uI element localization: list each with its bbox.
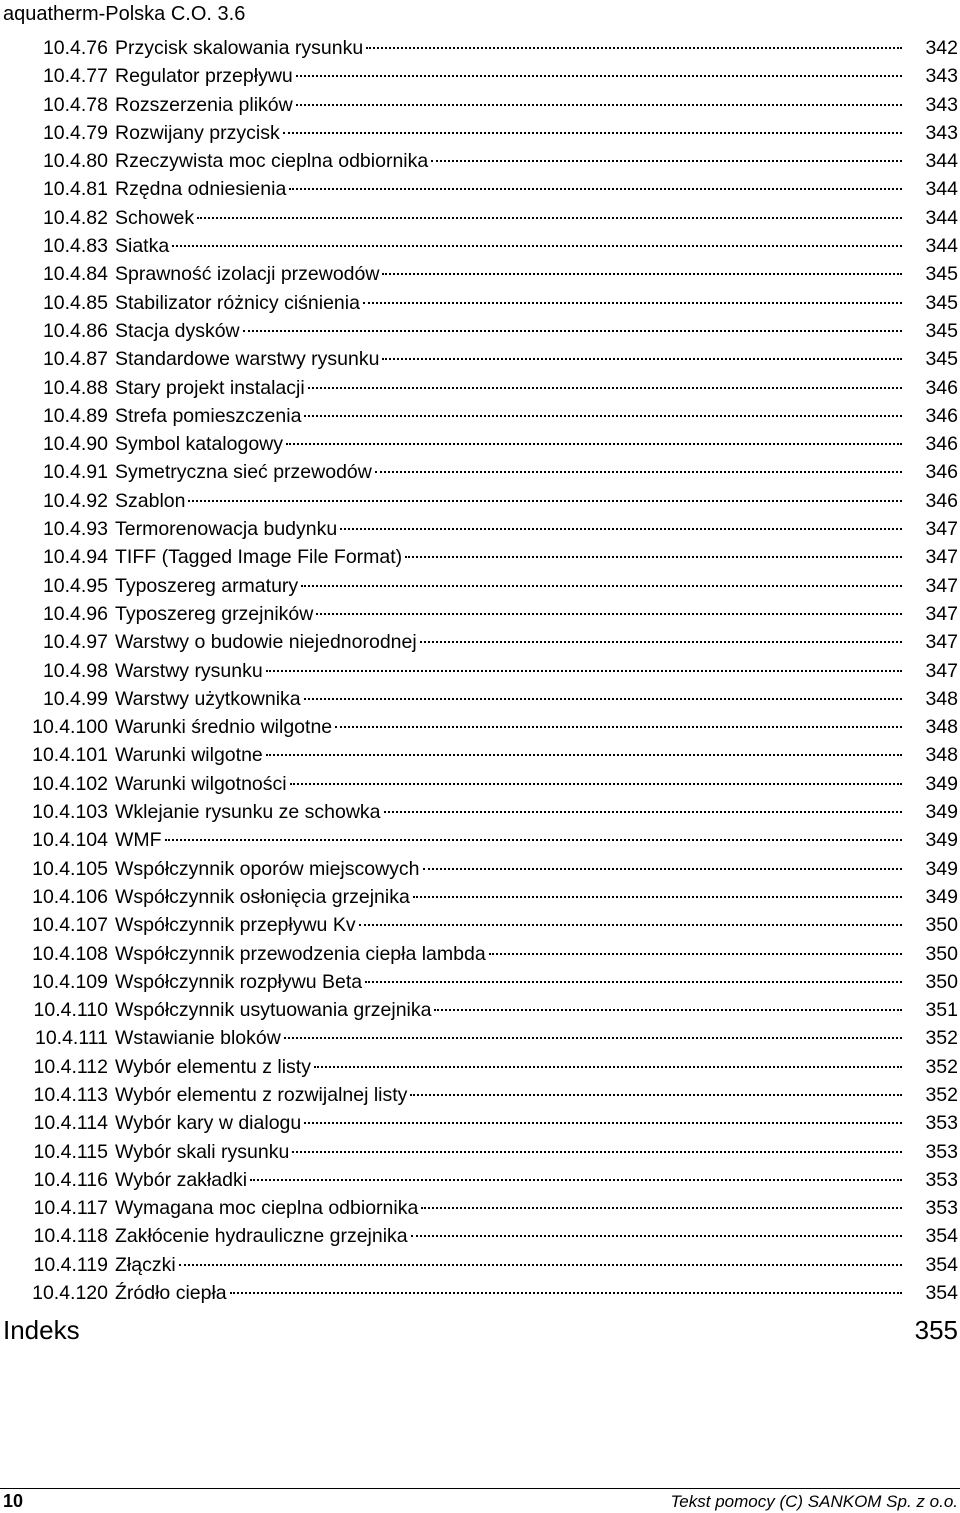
toc-entry-title: Siatka [115,235,170,258]
toc-entry-line [115,34,902,62]
toc-entry-title: Warunki średnio wilgotne [115,716,333,739]
toc-entry-line [115,147,902,175]
toc-entry-number: 10.4.120 [32,1282,108,1305]
toc-entry-page: 346 [925,376,958,399]
toc-entry-page: 350 [925,970,958,993]
toc-entry-page: 347 [925,659,958,682]
toc-entry-page: 346 [925,404,958,427]
toc-entry-number: 10.4.94 [42,546,108,569]
toc-entry[interactable] [0,940,960,968]
toc-entry-title: Warstwy użytkownika [115,687,301,710]
toc-entry-page: 342 [925,37,958,59]
toc-entry-title: Przycisk skalowania rysunku [115,37,364,59]
toc-entry-page: 352 [925,1083,958,1106]
toc-entry-line [115,826,902,854]
toc-entry-line [115,1251,902,1279]
toc-entry-line [115,600,902,628]
toc-index-title: Indeks [3,1315,80,1345]
toc-dot-leader [340,527,902,530]
toc-entry[interactable] [0,657,960,685]
toc-entry-title: Rozszerzenia plików [115,93,293,116]
toc-dot-leader [286,442,902,445]
toc-entry-number: 10.4.105 [32,857,108,880]
toc-entry-line [115,1081,902,1109]
toc-entry[interactable] [0,515,960,543]
toc-entry[interactable] [0,487,960,515]
toc-entry-number: 10.4.108 [32,942,108,965]
toc-entry-page: 347 [925,546,958,569]
toc-entry-title: Schowek [115,206,195,229]
toc-entry-number: 10.4.116 [33,1168,108,1191]
toc-entry-title: Warunki wilgotności [115,772,287,795]
toc-entry-number: 10.4.95 [42,574,108,597]
toc-dot-leader [243,329,902,332]
toc-entry-line [115,770,902,798]
toc-entry-line [115,345,902,373]
toc-entry-page: 350 [925,942,958,965]
toc-dot-leader [230,1291,902,1294]
toc-entry-title: Standardowe warstwy rysunku [115,348,380,371]
toc-entry[interactable] [0,1024,960,1052]
toc-entry-page: 348 [925,744,958,767]
toc-entry[interactable] [0,317,960,345]
toc-entry-number: 10.4.115 [33,1140,108,1163]
toc-entry[interactable] [0,1166,960,1194]
toc-entry-line [115,543,902,571]
toc-entry-page: 347 [925,602,958,625]
toc-entry-title: Symetryczna sieć przewodów [115,461,372,484]
toc-entry-title: Współczynnik osłonięcia grzejnika [115,885,410,908]
toc-entry-page: 344 [925,206,958,229]
toc-entry-line [115,940,902,968]
toc-entry[interactable] [0,175,960,203]
toc-entry-title: WMF [115,829,162,852]
toc-dot-leader [420,640,902,643]
toc-entry-number: 10.4.112 [33,1055,108,1078]
toc-entry[interactable] [0,1138,960,1166]
toc-entry-line [115,741,902,769]
footer-copyright: Tekst pomocy (C) SANKOM Sp. z o.o. [670,1492,958,1511]
toc-entry-page: 347 [925,631,958,654]
toc-entry-line [115,628,902,656]
toc-entry-line [115,1194,902,1222]
toc-entry[interactable] [0,572,960,600]
toc-entry-title: Wybór kary w dialogu [115,1112,302,1135]
toc-entry-page: 345 [925,291,958,314]
toc-entry[interactable] [0,374,960,402]
toc-dot-leader [423,867,902,870]
toc-entry-line [115,289,902,317]
toc-entry-title: Warstwy rysunku [115,659,263,682]
toc-dot-leader [289,187,902,190]
toc-entry-line [115,798,902,826]
toc-dot-leader [384,810,902,813]
toc-entry-page: 351 [925,999,958,1022]
toc-entry-line [115,119,902,147]
toc-entry-title: Strefa pomieszczenia [115,404,302,427]
toc-entry[interactable] [0,345,960,373]
toc-entry-number: 10.4.89 [42,404,108,427]
toc-dot-leader [375,470,902,473]
toc-entry-number: 10.4.81 [42,178,108,201]
toc-entry-page: 345 [925,348,958,371]
toc-entry-number: 10.4.90 [42,433,108,456]
toc-entry-page: 353 [925,1112,958,1135]
toc-dot-leader [314,1065,902,1068]
toc-entry-page: 347 [925,574,958,597]
toc-entry-page: 352 [925,1055,958,1078]
toc-entry-number: 10.4.91 [42,461,108,484]
toc-dot-leader [284,1036,902,1039]
toc-entry-title: Typoszereg armatury [115,574,299,597]
toc-dot-leader [266,753,902,756]
page-footer [0,1488,960,1513]
toc-entry-page: 348 [925,716,958,739]
toc-dot-leader [290,782,902,785]
toc-dot-leader [304,414,902,417]
toc-entry-title: Regulator przepływu [115,65,293,88]
toc-entry-number: 10.4.80 [42,150,108,173]
toc-entry-title: Wybór zakładki [115,1168,248,1191]
toc-entry-title: Wybór skali rysunku [115,1140,290,1163]
toc-entry-title: Rozwijany przycisk [115,121,280,144]
toc-entry-title: Współczynnik oporów miejscowych [115,857,420,880]
toc-entry[interactable] [0,458,960,486]
toc-entry-number: 10.4.113 [33,1083,108,1106]
toc-entry-number: 10.4.106 [32,885,108,908]
toc-entry-page: 349 [925,772,958,795]
toc-entry-line [115,1166,902,1194]
toc-entry-number: 10.4.111 [34,1027,108,1050]
toc-entry-title: Stabilizator różnicy ciśnienia [115,291,360,314]
toc-entry-number: 10.4.82 [42,206,108,229]
toc-entry-number: 10.4.100 [32,716,108,739]
toc-entry-line [115,1222,902,1250]
toc-entry-title: Stary projekt instalacji [115,376,305,399]
toc-dot-leader [489,952,902,955]
toc-dot-leader [266,669,902,672]
toc-entry-number: 10.4.96 [42,602,108,625]
toc-entry-number: 10.4.97 [42,631,108,654]
toc-entry-line [115,402,902,430]
toc-dot-leader [172,244,902,247]
toc-entry-number: 10.4.77 [42,65,108,88]
toc-entry[interactable] [0,855,960,883]
toc-entry-line [115,1053,902,1081]
toc-dot-leader [292,1150,902,1153]
toc-entry-page: 344 [925,235,958,258]
toc-entry[interactable] [0,147,960,175]
toc-entry-page: 353 [925,1140,958,1163]
toc-entry-line [115,996,902,1024]
toc-entry[interactable] [0,402,960,430]
toc-entry-page: 344 [925,178,958,201]
toc-entry[interactable] [0,798,960,826]
toc-entry-number: 10.4.84 [42,263,108,286]
toc-entry-page: 345 [925,319,958,342]
toc-entry-number: 10.4.104 [32,829,108,852]
toc-entry-page: 349 [925,801,958,824]
toc-entry-page: 346 [925,489,958,512]
toc-entry-number: 10.4.107 [32,914,108,937]
toc-dot-leader [335,725,902,728]
toc-dot-leader [359,923,902,926]
toc-dot-leader [283,131,902,134]
toc-entry-page: 349 [925,885,958,908]
toc-entry-title: Współczynnik rozpływu Beta [115,970,363,993]
toc-dot-leader [382,357,902,360]
toc-entry-line [115,713,902,741]
toc-entry[interactable] [0,996,960,1024]
toc-entry-number: 10.4.79 [42,121,108,144]
toc-entry[interactable] [0,289,960,317]
toc-dot-leader [301,584,902,587]
toc-entry-page: 346 [925,461,958,484]
toc-dot-leader [179,1263,902,1266]
toc-entry-title: TIFF (Tagged Image File Format) [115,546,403,569]
toc-dot-leader [431,159,902,162]
toc-entry-page: 349 [925,857,958,880]
toc-entry-line [115,657,902,685]
toc-entry-title: Termorenowacja budynku [115,518,338,541]
toc-entry-number: 10.4.117 [33,1197,108,1220]
toc-entry-title: Współczynnik przewodzenia ciepła lambda [115,942,486,965]
toc-entry-number: 10.4.86 [42,319,108,342]
toc-index-page: 355 [914,1315,958,1345]
toc-dot-leader [421,1206,902,1209]
toc-dot-leader [363,301,902,304]
toc-entry-line [115,487,902,515]
toc-entry-line [115,232,902,260]
toc-entry-number: 10.4.99 [42,687,108,710]
table-of-contents [0,34,960,1307]
toc-dot-leader [366,46,902,49]
toc-dot-leader [250,1178,902,1181]
toc-entry-page: 352 [925,1027,958,1050]
toc-entry[interactable] [0,1222,960,1250]
toc-entry-page: 350 [925,914,958,937]
toc-entry-page: 354 [925,1253,958,1276]
toc-entry-page: 345 [925,263,958,286]
toc-entry-page: 346 [925,433,958,456]
toc-entry-number: 10.4.78 [42,93,108,116]
toc-entry-line [115,1279,902,1307]
toc-entry[interactable] [0,685,960,713]
toc-dot-leader [413,895,902,898]
toc-entry-number: 10.4.76 [42,37,108,59]
toc-entry-title: Źródło ciepła [115,1282,227,1305]
toc-entry-line [115,1024,902,1052]
toc-entry-page: 347 [925,518,958,541]
toc-dot-leader [405,555,902,558]
toc-entry[interactable] [0,628,960,656]
toc-entry[interactable] [0,883,960,911]
toc-entry-number: 10.4.109 [32,970,108,993]
toc-entry-line [115,685,902,713]
toc-entry-number: 10.4.87 [42,348,108,371]
toc-entry-number: 10.4.88 [42,376,108,399]
toc-dot-leader [296,103,902,106]
toc-entry-line [115,458,902,486]
toc-entry-number: 10.4.93 [42,518,108,541]
toc-entry[interactable] [0,600,960,628]
toc-entry-number: 10.4.92 [42,489,108,512]
toc-dot-leader [316,612,902,615]
toc-entry[interactable] [0,1109,960,1137]
toc-entry-title: Złączki [115,1253,176,1276]
toc-entry-page: 343 [925,93,958,116]
toc-dot-leader [308,386,902,389]
toc-entry[interactable] [0,62,960,90]
toc-entry-title: Warstwy o budowie niejednorodnej [115,631,417,654]
toc-dot-leader [410,1093,902,1096]
toc-entry[interactable] [0,260,960,288]
toc-entry-page: 353 [925,1197,958,1220]
toc-entry-page: 343 [925,121,958,144]
toc-entry-line [115,572,902,600]
toc-entry[interactable] [0,1053,960,1081]
toc-dot-leader [165,838,902,841]
toc-entry-title: Współczynnik przepływu Kv [115,914,356,937]
toc-entry[interactable] [0,232,960,260]
toc-entry[interactable] [0,770,960,798]
toc-dot-leader [197,216,902,219]
toc-dot-leader [365,980,902,983]
toc-entry-number: 10.4.110 [33,999,108,1022]
toc-entry-page: 348 [925,687,958,710]
toc-entry-number: 10.4.85 [42,291,108,314]
toc-entry-title: Wybór elementu z listy [115,1055,311,1078]
toc-entry-title: Szablon [115,489,186,512]
toc-entry-title: Sprawność izolacji przewodów [115,263,380,286]
toc-entry[interactable] [0,968,960,996]
toc-entry-line [115,430,902,458]
toc-entry-number: 10.4.114 [33,1112,108,1135]
toc-dot-leader [304,1121,902,1124]
toc-entry-title: Rzeczywista moc cieplna odbiornika [115,150,429,173]
toc-dot-leader [411,1234,902,1237]
toc-entry-title: Współczynnik usytuowania grzejnika [115,999,432,1022]
toc-entry[interactable] [0,91,960,119]
toc-entry-line [115,855,902,883]
toc-entry[interactable] [0,543,960,571]
toc-entry[interactable] [0,34,960,62]
toc-entry-number: 10.4.98 [42,659,108,682]
toc-entry-line [115,1138,902,1166]
toc-entry[interactable] [0,741,960,769]
toc-entry-title: Zakłócenie hydrauliczne grzejnika [115,1225,408,1248]
toc-entry-line [115,317,902,345]
toc-entry-page: 344 [925,150,958,173]
toc-dot-leader [434,1008,902,1011]
toc-entry-page: 343 [925,65,958,88]
toc-entry[interactable] [0,713,960,741]
toc-entry-title: Symbol katalogowy [115,433,283,456]
toc-dot-leader [296,74,902,77]
toc-entry-title: Wybór elementu z rozwijalnej listy [115,1083,408,1106]
toc-entry-line [115,883,902,911]
toc-entry-line [115,911,902,939]
toc-entry[interactable] [0,911,960,939]
toc-dot-leader [304,697,902,700]
footer-page-number: 10 [3,1491,24,1511]
toc-entry-title: Wymagana moc cieplna odbiornika [115,1197,419,1220]
toc-entry-line [115,515,902,543]
toc-entry[interactable] [0,1279,960,1307]
toc-entry-title: Warunki wilgotne [115,744,263,767]
toc-entry-number: 10.4.83 [42,235,108,258]
toc-entry[interactable] [0,119,960,147]
toc-entry-line [115,62,902,90]
toc-entry-number: 10.4.101 [32,744,108,767]
toc-dot-leader [188,499,902,502]
toc-entry[interactable] [0,204,960,232]
toc-entry-line [115,91,902,119]
toc-entry-page: 354 [925,1282,958,1305]
toc-entry-line [115,260,902,288]
toc-entry-page: 353 [925,1168,958,1191]
toc-entry[interactable] [0,1194,960,1222]
toc-entry-title: Stacja dysków [115,319,240,342]
toc-entry-line [115,175,902,203]
toc-entry[interactable] [0,1251,960,1279]
toc-entry-title: Wklejanie rysunku ze schowka [115,801,381,824]
toc-entry-number: 10.4.103 [32,801,108,824]
toc-entry-page: 354 [925,1225,958,1248]
toc-entry-line [115,968,902,996]
toc-entry[interactable] [0,430,960,458]
toc-entry[interactable] [0,1081,960,1109]
toc-entry-line [115,204,902,232]
toc-entry[interactable] [0,826,960,854]
toc-index-entry[interactable] [0,1311,960,1349]
toc-entry-number: 10.4.119 [33,1253,108,1276]
toc-entry-page: 349 [925,829,958,852]
toc-entry-title: Wstawianie bloków [115,1027,281,1050]
toc-entry-line [115,1109,902,1137]
toc-entry-line [115,374,902,402]
toc-dot-leader [382,272,902,275]
toc-entry-number: 10.4.118 [33,1225,108,1248]
toc-entry-title: Rzędna odniesienia [115,178,287,201]
toc-entry-number: 10.4.102 [32,772,108,795]
page-header-title: aquatherm-Polska C.O. 3.6 [3,3,246,25]
toc-entry-title: Typoszereg grzejników [115,602,314,625]
